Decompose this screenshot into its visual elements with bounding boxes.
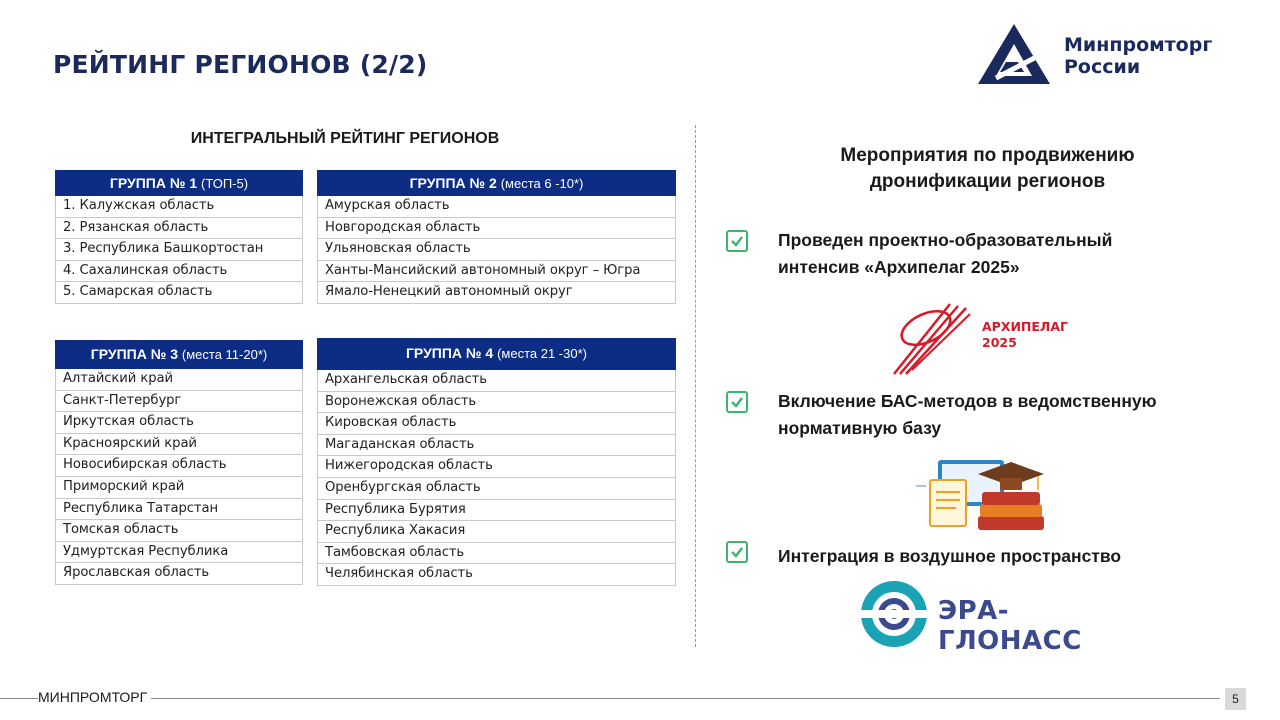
table-row: Ульяновская область [317, 239, 676, 261]
table-row: Челябинская область [317, 564, 676, 586]
checkbox-checked-icon [726, 391, 748, 413]
column-divider [695, 125, 696, 647]
table-row: Амурская область [317, 196, 676, 218]
era-glonass-emblem-icon [858, 578, 930, 650]
table-row: 3. Республика Башкортостан [55, 239, 303, 261]
group-2-header [317, 170, 676, 196]
checkbox-checked-icon [726, 230, 748, 252]
brand-name [1064, 34, 1212, 78]
events-title-line2: дронификации регионов [869, 171, 1106, 192]
table-row: Ханты-Мансийский автономный округ – Югра [317, 261, 676, 283]
table-row: Иркутская область [55, 412, 303, 434]
event-item-3 [778, 543, 1208, 570]
group-2-subtitle: (места 6 -10*) [500, 176, 584, 191]
table-row: Удмуртская Республика [55, 542, 303, 564]
event-item-2 [778, 388, 1208, 442]
brand-name-line1: Минпромторг [1064, 34, 1213, 56]
group-4-subtitle: (места 21 -30*) [497, 346, 587, 361]
page-number: 5 [1225, 688, 1246, 710]
group-2-table [317, 170, 676, 304]
checkbox-checked-icon [726, 541, 748, 563]
archipelag-logo-line2: 2025 [982, 335, 1017, 350]
group-4-title: ГРУППА № 4 [405, 345, 494, 361]
table-row: Алтайский край [55, 369, 303, 391]
group-1-table [55, 170, 303, 304]
group-3-header [55, 340, 303, 369]
era-glonass-logo [858, 578, 1118, 656]
books-graduation-cap-icon [912, 456, 1052, 538]
event-item-1-line2: интенсив «Архипелаг 2025» [778, 257, 1020, 277]
table-row: 5. Самарская область [55, 282, 303, 304]
table-row: Ярославская область [55, 563, 303, 585]
group-4-header [317, 338, 676, 370]
event-item-2-line1: Включение БАС-методов в ведомственную [778, 391, 1157, 411]
table-row: Красноярский край [55, 434, 303, 456]
section-title: ИНТЕГРАЛЬНЫЙ РЕЙТИНГ РЕГИОНОВ [190, 130, 500, 147]
group-1-header [55, 170, 303, 196]
table-row: Воронежская область [317, 392, 676, 414]
group-1-subtitle: (ТОП-5) [201, 176, 249, 191]
archipelag-2025-logo [888, 298, 1088, 378]
event-item-3-line1: Интеграция в воздушное пространство [778, 546, 1122, 566]
events-title [740, 143, 1235, 195]
table-row: Оренбургская область [317, 478, 676, 500]
group-2-title: ГРУППА № 2 [409, 175, 497, 191]
event-item-2-line2: нормативную базу [778, 418, 942, 438]
table-row: Новосибирская область [55, 455, 303, 477]
brand-name-line2: России [1064, 56, 1141, 78]
group-1-title: ГРУППА № 1 [109, 175, 198, 191]
footer-label: МИНПРОМТОРГ [38, 689, 151, 705]
archipelag-logo-text [982, 319, 1068, 351]
table-row: Санкт-Петербург [55, 391, 303, 413]
group-3-subtitle: (места 11-20*) [181, 347, 268, 362]
table-row: Республика Хакасия [317, 521, 676, 543]
group-3-title: ГРУППА № 3 [90, 346, 178, 362]
slide-title: РЕЙТИНГ РЕГИОНОВ (2/2) [53, 50, 428, 79]
archipelag-burst-icon [888, 298, 978, 378]
table-row: Магаданская область [317, 435, 676, 457]
events-title-line1: Мероприятия по продвижению [840, 145, 1135, 166]
table-row: Республика Татарстан [55, 499, 303, 521]
table-row: 1. Калужская область [55, 196, 303, 218]
table-row: 2. Рязанская область [55, 218, 303, 240]
table-row: Приморский край [55, 477, 303, 499]
table-row: Ямало-Ненецкий автономный округ [317, 282, 676, 304]
table-row: Новгородская область [317, 218, 676, 240]
table-row: Архангельская область [317, 370, 676, 392]
group-4-table [317, 338, 676, 586]
table-row: Тамбовская область [317, 543, 676, 565]
minpromtorg-logo [976, 22, 1246, 88]
table-row: Кировская область [317, 413, 676, 435]
table-row: Республика Бурятия [317, 500, 676, 522]
table-row: Томская область [55, 520, 303, 542]
era-glonass-text: ЭРА-ГЛОНАСС [938, 596, 1082, 656]
archipelag-logo-line1: АРХИПЕЛАГ [982, 319, 1068, 334]
group-3-table [55, 340, 303, 585]
table-row: 4. Сахалинская область [55, 261, 303, 283]
table-row: Нижегородская область [317, 456, 676, 478]
footer-divider [0, 698, 1220, 699]
event-item-1 [778, 227, 1208, 281]
minpromtorg-emblem-icon [976, 22, 1054, 88]
event-item-1-line1: Проведен проектно-образовательный [778, 230, 1113, 250]
